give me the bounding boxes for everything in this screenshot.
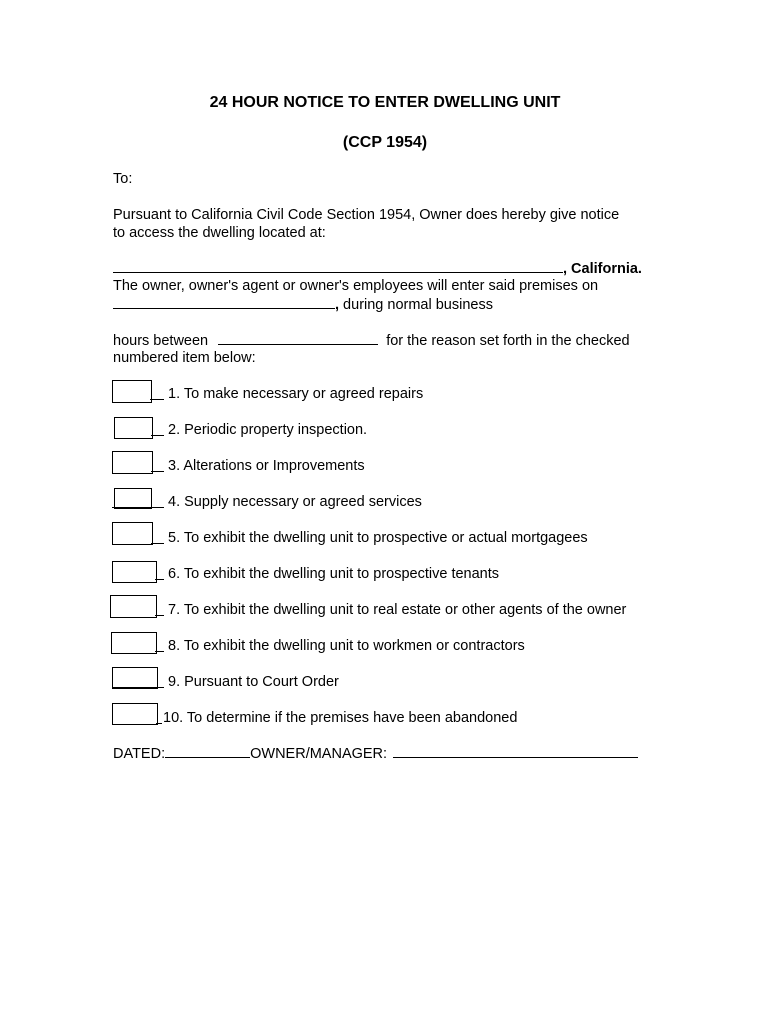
item-6-label: 6. To exhibit the dwelling unit to prospective tenants <box>168 566 500 582</box>
item-7-label: 7. To exhibit the dwelling unit to real estate or other agents of the owner <box>168 602 627 618</box>
address-blank[interactable] <box>113 259 563 273</box>
item-9-underline <box>112 687 164 688</box>
checkbox-item-4[interactable] <box>114 488 152 509</box>
item-1-underline <box>150 399 164 400</box>
hours-blank[interactable] <box>218 331 378 345</box>
checkbox-item-2[interactable] <box>114 417 153 439</box>
checkbox-item-1[interactable] <box>112 380 152 403</box>
entry-line-2 <box>113 295 493 314</box>
item-5-underline <box>151 543 164 544</box>
owner-signature-blank[interactable] <box>393 744 638 758</box>
item-3-underline <box>151 471 164 472</box>
to-label: To: <box>113 171 133 187</box>
item-3-label: 3. Alterations or Improvements <box>168 458 365 474</box>
hours-suffix: for the reason set forth in the checked <box>386 333 630 349</box>
document-subtitle: (CCP 1954) <box>342 134 428 151</box>
checkbox-item-8[interactable] <box>111 632 157 654</box>
item-9-label: 9. Pursuant to Court Order <box>168 674 339 690</box>
item-2-underline <box>151 435 164 436</box>
entry-comma: , <box>335 297 340 313</box>
document-title: 24 HOUR NOTICE TO ENTER DWELLING UNIT <box>209 94 561 111</box>
item-1-label: 1. To make necessary or agreed repairs <box>168 386 424 402</box>
intro-line-1: Pursuant to California Civil Code Section 1954, Owner does hereby give notice <box>113 207 620 223</box>
checkbox-item-10[interactable] <box>112 703 158 725</box>
entry-line-1: The owner, owner's agent or owner's employees will enter said premises on <box>113 278 599 294</box>
item-4-label: 4. Supply necessary or agreed services <box>168 494 422 510</box>
dated-blank[interactable] <box>165 744 250 758</box>
owner-label: OWNER/MANAGER: <box>250 746 388 762</box>
item-6-underline <box>155 579 164 580</box>
item-5-label: 5. To exhibit the dwelling unit to prospective or actual mortgagees <box>168 530 588 546</box>
item-10-label: 10. To determine if the premises have been abandoned <box>163 710 518 726</box>
checkbox-item-9[interactable] <box>112 667 158 689</box>
item-7-underline <box>155 615 164 616</box>
signature-line <box>113 744 638 763</box>
hours-line-1 <box>113 331 630 350</box>
item-2-label: 2. Periodic property inspection. <box>168 422 368 438</box>
item-8-underline <box>155 651 164 652</box>
entry-date-blank[interactable] <box>113 295 335 309</box>
checkbox-item-3[interactable] <box>112 451 153 474</box>
item-8-label: 8. To exhibit the dwelling unit to workmen or contractors <box>168 638 525 654</box>
hours-prefix: hours between <box>113 333 209 349</box>
item-10-underline <box>156 723 162 724</box>
dated-label: DATED: <box>113 746 166 762</box>
checkbox-item-7[interactable] <box>110 595 157 618</box>
address-line <box>113 259 642 278</box>
entry-line-2-tail: during normal business <box>339 297 493 313</box>
intro-line-2: to access the dwelling located at: <box>113 225 326 241</box>
item-4-underline <box>112 507 164 508</box>
checkbox-item-6[interactable] <box>112 561 157 583</box>
checkbox-item-5[interactable] <box>112 522 153 545</box>
hours-line-2: numbered item below: <box>113 350 256 366</box>
california-suffix: , California. <box>563 261 642 277</box>
